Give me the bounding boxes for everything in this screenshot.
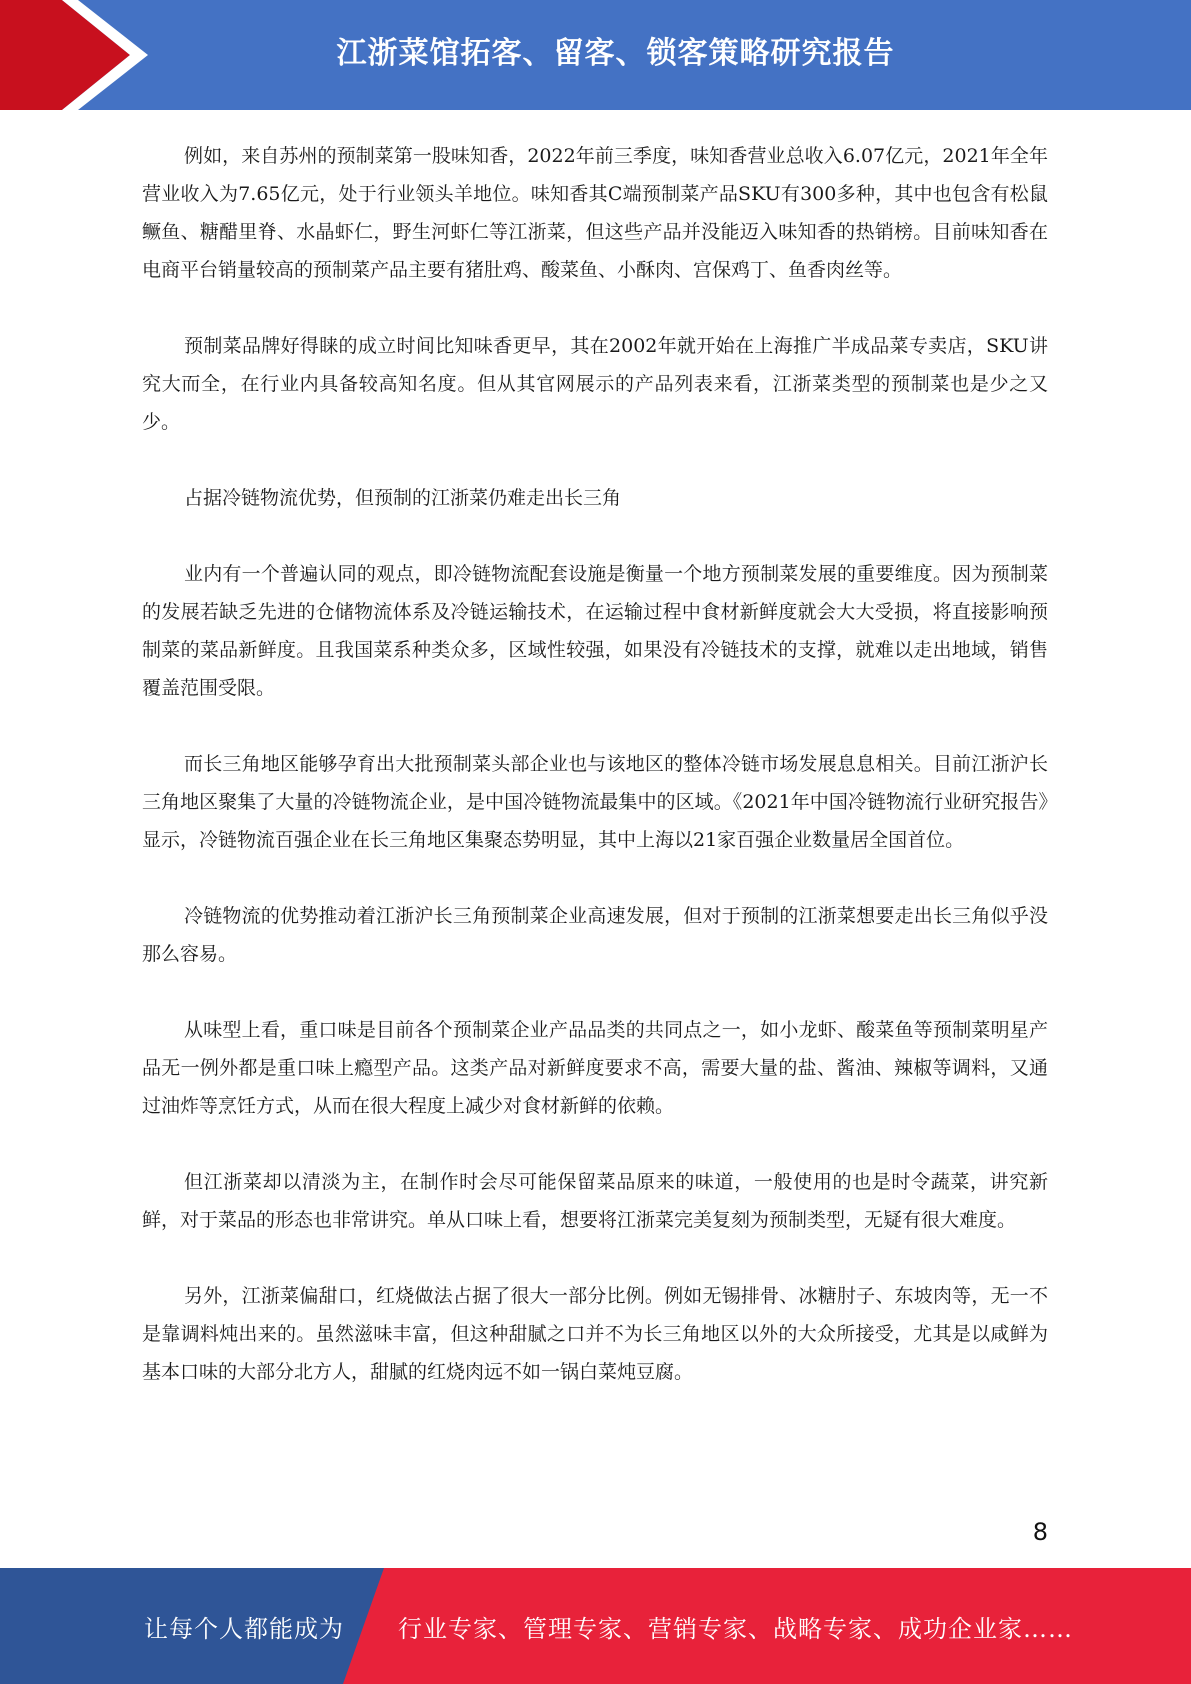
paragraph: 从味型上看，重口味是目前各个预制菜企业产品品类的共同点之一，如小龙虾、酸菜鱼等预制菜明星产品无一例外都是重口味上瘾型产品。这类产品对新鲜度要求不高，需要大量的盐、酱油、辣椒等调料，又通过油炸等烹饪方式，从而在很大程度上减少对食材新鲜的依赖。 [142, 1019, 1048, 1117]
report-title: 江浙菜馆拓客、留客、锁客策略研究报告 [336, 36, 895, 71]
paragraph: 预制菜品牌好得睐的成立时间比知味香更早，其在2002年就开始在上海推广半成品菜专卖店，SKU讲究大而全，在行业内具备较高知名度。但从其官网展示的产品列表来看，江浙菜类型的预制菜也是少之又少。 [142, 335, 1048, 433]
page-header [0, 0, 1191, 110]
paragraph: 但江浙菜却以清淡为主，在制作时会尽可能保留菜品原来的味道，一般使用的也是时令蔬菜，讲究新鲜，对于菜品的形态也非常讲究。单从口味上看，想要将江浙菜完美复刻为预制类型，无疑有很大难度。 [142, 1171, 1048, 1231]
document-body [142, 137, 1048, 1391]
section-subheading: 占据冷链物流优势，但预制的江浙菜仍难走出长三角 [184, 487, 622, 509]
paragraph: 而长三角地区能够孕育出大批预制菜头部企业也与该地区的整体冷链市场发展息息相关。目前江浙沪长三角地区聚集了大量的冷链物流企业，是中国冷链物流最集中的区域。《2021年中国冷链物流行业研究报告》显示，冷链物流百强企业在长三角地区集聚态势明显，其中上海以21家百强企业数量居全国首位。 [142, 753, 1048, 851]
chevron-arrow-icon [0, 0, 160, 110]
paragraph: 例如，来自苏州的预制菜第一股味知香，2022年前三季度，味知香营业总收入6.07亿元，2021年全年营业收入为7.65亿元，处于行业领头羊地位。味知香其C端预制菜产品SKU有300多种，其中也包含有松鼠鳜鱼、糖醋里脊、水晶虾仁，野生河虾仁等江浙菜，但这些产品并没能迈入味知香的热销榜。目前味知香在电商平台销量较高的预制菜产品主要有猪肚鸡、酸菜鱼、小酥肉、宫保鸡丁、鱼香肉丝等。 [142, 145, 1048, 281]
footer-slogan-left: 让每个人都能成为 [144, 1614, 344, 1643]
footer-slogan-right: 行业专家、管理专家、营销专家、战略专家、成功企业家…… [398, 1614, 1073, 1643]
page-footer [0, 1568, 1191, 1684]
page-number: 8 [1032, 1518, 1048, 1546]
paragraph: 冷链物流的优势推动着江浙沪长三角预制菜企业高速发展，但对于预制的江浙菜想要走出长三角似乎没那么容易。 [142, 905, 1048, 965]
paragraph: 另外，江浙菜偏甜口，红烧做法占据了很大一部分比例。例如无锡排骨、冰糖肘子、东坡肉等，无一不是靠调料炖出来的。虽然滋味丰富，但这种甜腻之口并不为长三角地区以外的大众所接受，尤其是以咸鲜为基本口味的大部分北方人，甜腻的红烧肉远不如一锅白菜炖豆腐。 [142, 1285, 1048, 1383]
paragraph: 业内有一个普遍认同的观点，即冷链物流配套设施是衡量一个地方预制菜发展的重要维度。因为预制菜的发展若缺乏先进的仓储物流体系及冷链运输技术，在运输过程中食材新鲜度就会大大受损，将直接影响预制菜的菜品新鲜度。且我国菜系种类众多，区域性较强，如果没有冷链技术的支撑，就难以走出地域，销售覆盖范围受限。 [142, 563, 1048, 699]
